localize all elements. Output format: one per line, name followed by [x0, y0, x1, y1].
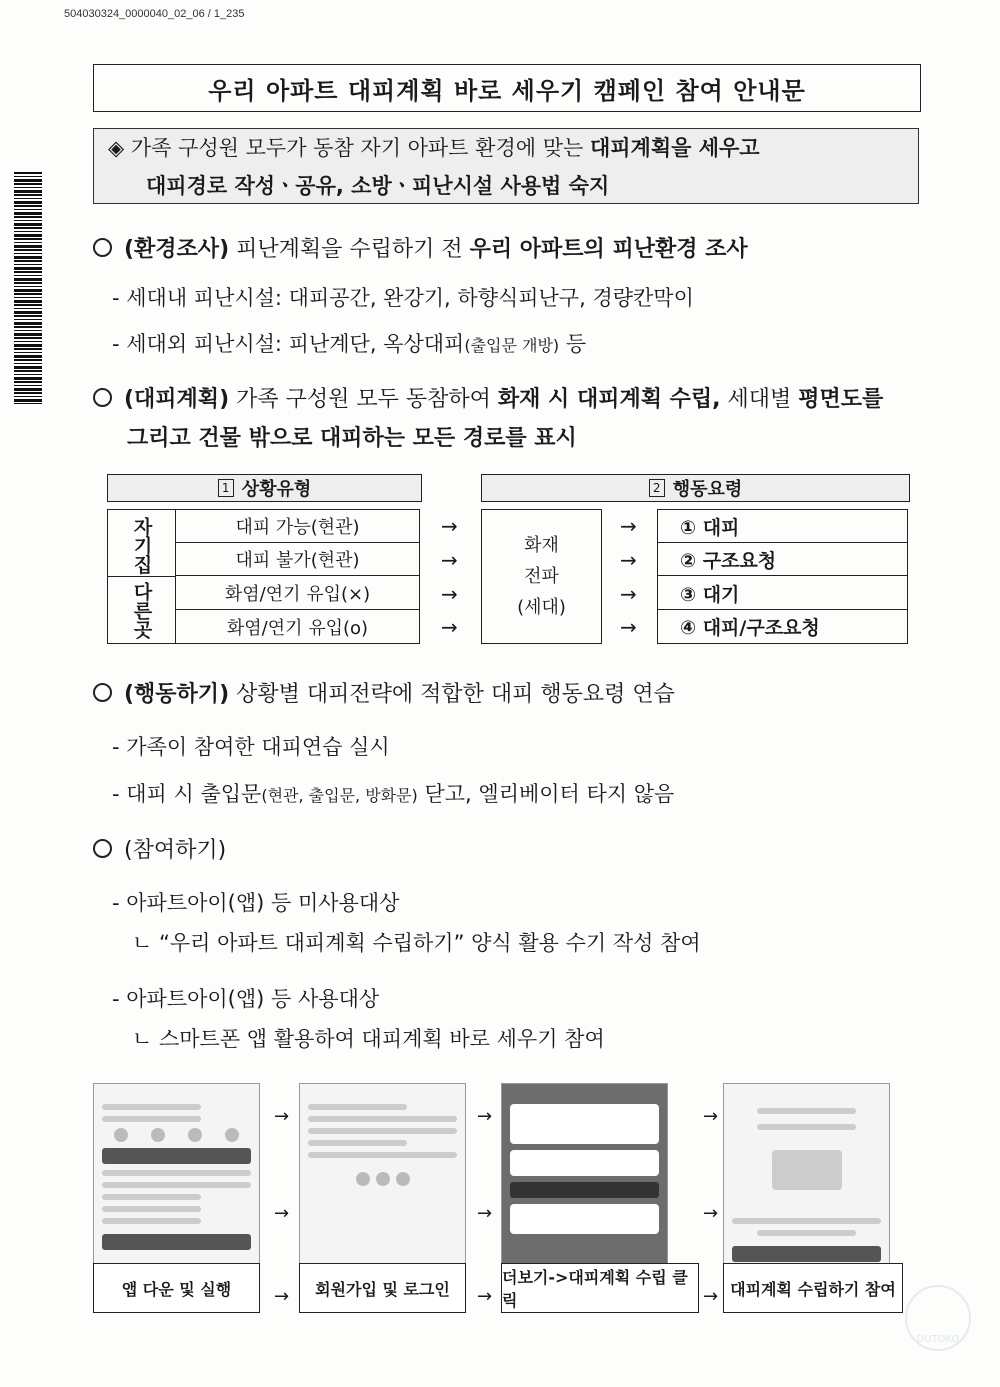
- arrow-icon: →: [620, 514, 637, 538]
- app-screenshot-home: [93, 1083, 260, 1264]
- section-text: 가족 구성원 모두 동참하여: [229, 387, 498, 412]
- header-label: 상황유형: [241, 479, 312, 500]
- step-caption: 앱 다운 및 실행: [93, 1263, 260, 1313]
- section-plan-line2: 그리고 건물 밖으로 대피하는 모든 경로를 표시: [127, 426, 577, 451]
- number-box: 1: [218, 479, 234, 497]
- situation-row: 화염/연기 유입(o): [226, 617, 369, 639]
- app-screenshot-login: [299, 1083, 466, 1264]
- outdoor-text: - 세대외 피난시설: 피난계단, 옥상대피: [112, 332, 465, 356]
- section-tag: (참여하기): [124, 838, 227, 863]
- section-environment: [93, 232, 748, 263]
- section-action: [93, 677, 675, 708]
- circle-bullet-icon: [93, 683, 112, 702]
- step-caption: 대피계획 수립하기 참여: [723, 1263, 903, 1313]
- mid-line: 전파: [524, 566, 559, 587]
- arrow-icon: →: [441, 615, 458, 639]
- action-grid: [657, 509, 908, 644]
- section-participate: [93, 833, 226, 864]
- diamond-bullet-icon: ◈: [108, 136, 125, 160]
- arrow-icon: →: [477, 1203, 493, 1224]
- evacuation-icon: [772, 1150, 842, 1190]
- page-title: 우리 아파트 대피계획 바로 세우기 캠페인 참여 안내문: [93, 64, 921, 112]
- arrow-icon: →: [703, 1286, 719, 1307]
- arrow-icon: →: [477, 1106, 493, 1127]
- app-screenshot-menu: [501, 1083, 668, 1264]
- action-header: [481, 474, 910, 502]
- arrow-icon: →: [703, 1203, 719, 1224]
- circle-bullet-icon: [93, 388, 112, 407]
- outdoor-suffix: 등: [559, 332, 587, 356]
- group-home: 자기집: [108, 510, 176, 577]
- door-item: [112, 778, 674, 808]
- section-plan: [93, 382, 883, 413]
- section-emphasis: 화재 시 대피계획 수립,: [497, 387, 721, 412]
- action-row: ③ 대기: [658, 577, 907, 610]
- summary-text: 가족 구성원 모두가 동참 자기 아파트 환경에 맞는: [130, 136, 590, 160]
- arrow-icon: →: [477, 1286, 493, 1307]
- number-box: 2: [649, 479, 665, 497]
- drill-item: - 가족이 참여한 대피연습 실시: [112, 735, 390, 759]
- outdoor-note: (출입문 개방): [464, 336, 560, 355]
- mid-line: (세대): [517, 597, 566, 618]
- section-tag: (환경조사): [124, 237, 230, 262]
- group-other: 다른곳: [108, 577, 176, 643]
- section-emphasis: 우리 아파트의 피난환경 조사: [469, 237, 748, 262]
- door-note: (현관, 출입문, 방화문): [261, 786, 418, 805]
- situation-grid: [107, 509, 420, 644]
- door-suffix: 닫고, 엘리베이터 타지 않음: [417, 782, 675, 806]
- arrow-icon: →: [620, 582, 637, 606]
- section-text: 상황별 대피전략에 적합한 대피 행동요령 연습: [229, 682, 675, 707]
- action-row: ④ 대피/구조요청: [680, 617, 820, 639]
- arrow-icon: →: [274, 1286, 290, 1307]
- section-emphasis: 평면도를: [798, 387, 884, 412]
- document-id: 504030324_0000040_02_06 / 1_235: [64, 8, 245, 20]
- section-text: 피난계획을 수립하기 전: [229, 237, 470, 262]
- indoor-facilities: - 세대내 피난시설: 대피공간, 완강기, 하향식피난구, 경량칸막이: [112, 286, 694, 310]
- header-label: 행동요령: [672, 479, 743, 500]
- summary-emphasis: 대피계획을 세우고: [589, 136, 760, 160]
- summary-line-1: [108, 129, 918, 167]
- action-row: ② 구조요청: [658, 543, 907, 576]
- watermark-logo: DUTOKO: [905, 1285, 971, 1351]
- mid-line: 화재: [524, 535, 559, 556]
- arrow-icon: →: [441, 582, 458, 606]
- non-app-users: - 아파트아이(앱) 등 미사용대상: [112, 891, 400, 915]
- arrow-icon: →: [441, 514, 458, 538]
- arrow-icon: →: [620, 548, 637, 572]
- circle-bullet-icon: [93, 839, 112, 858]
- circle-bullet-icon: [93, 238, 112, 257]
- situation-row: 대피 불가(현관): [176, 543, 419, 576]
- non-app-users-detail: ㄴ “우리 아파트 대피계획 수립하기” 양식 활용 수기 작성 참여: [132, 931, 701, 955]
- arrow-icon: →: [441, 548, 458, 572]
- step-caption: 회원가입 및 로그인: [299, 1263, 466, 1313]
- app-users-detail: ㄴ 스마트폰 앱 활용하여 대피계획 바로 세우기 참여: [132, 1027, 605, 1051]
- section-tag: (대피계획): [124, 387, 230, 412]
- app-users: - 아파트아이(앱) 등 사용대상: [112, 987, 380, 1011]
- outdoor-facilities: [112, 328, 586, 358]
- door-text: - 대피 시 출입문: [112, 782, 262, 806]
- action-row: ① 대피: [658, 510, 907, 543]
- section-tag: (행동하기): [124, 682, 230, 707]
- arrow-icon: →: [620, 615, 637, 639]
- fire-alert-box: [481, 509, 602, 644]
- arrow-icon: →: [703, 1106, 719, 1127]
- situation-header: [107, 474, 422, 502]
- barcode: [14, 172, 42, 404]
- arrow-icon: →: [274, 1203, 290, 1224]
- section-text: 세대별: [720, 387, 799, 412]
- arrow-icon: →: [274, 1106, 290, 1127]
- summary-line-2: 대피경로 작성ㆍ공유, 소방ㆍ피난시설 사용법 숙지: [146, 174, 610, 198]
- summary-box: [93, 128, 919, 204]
- situation-row: 대피 가능(현관): [176, 510, 419, 543]
- app-screenshot-plan: [723, 1083, 890, 1264]
- step-caption: 더보기->대피계획 수립 클릭: [501, 1263, 699, 1313]
- situation-row: 화염/연기 유입(×): [176, 577, 419, 610]
